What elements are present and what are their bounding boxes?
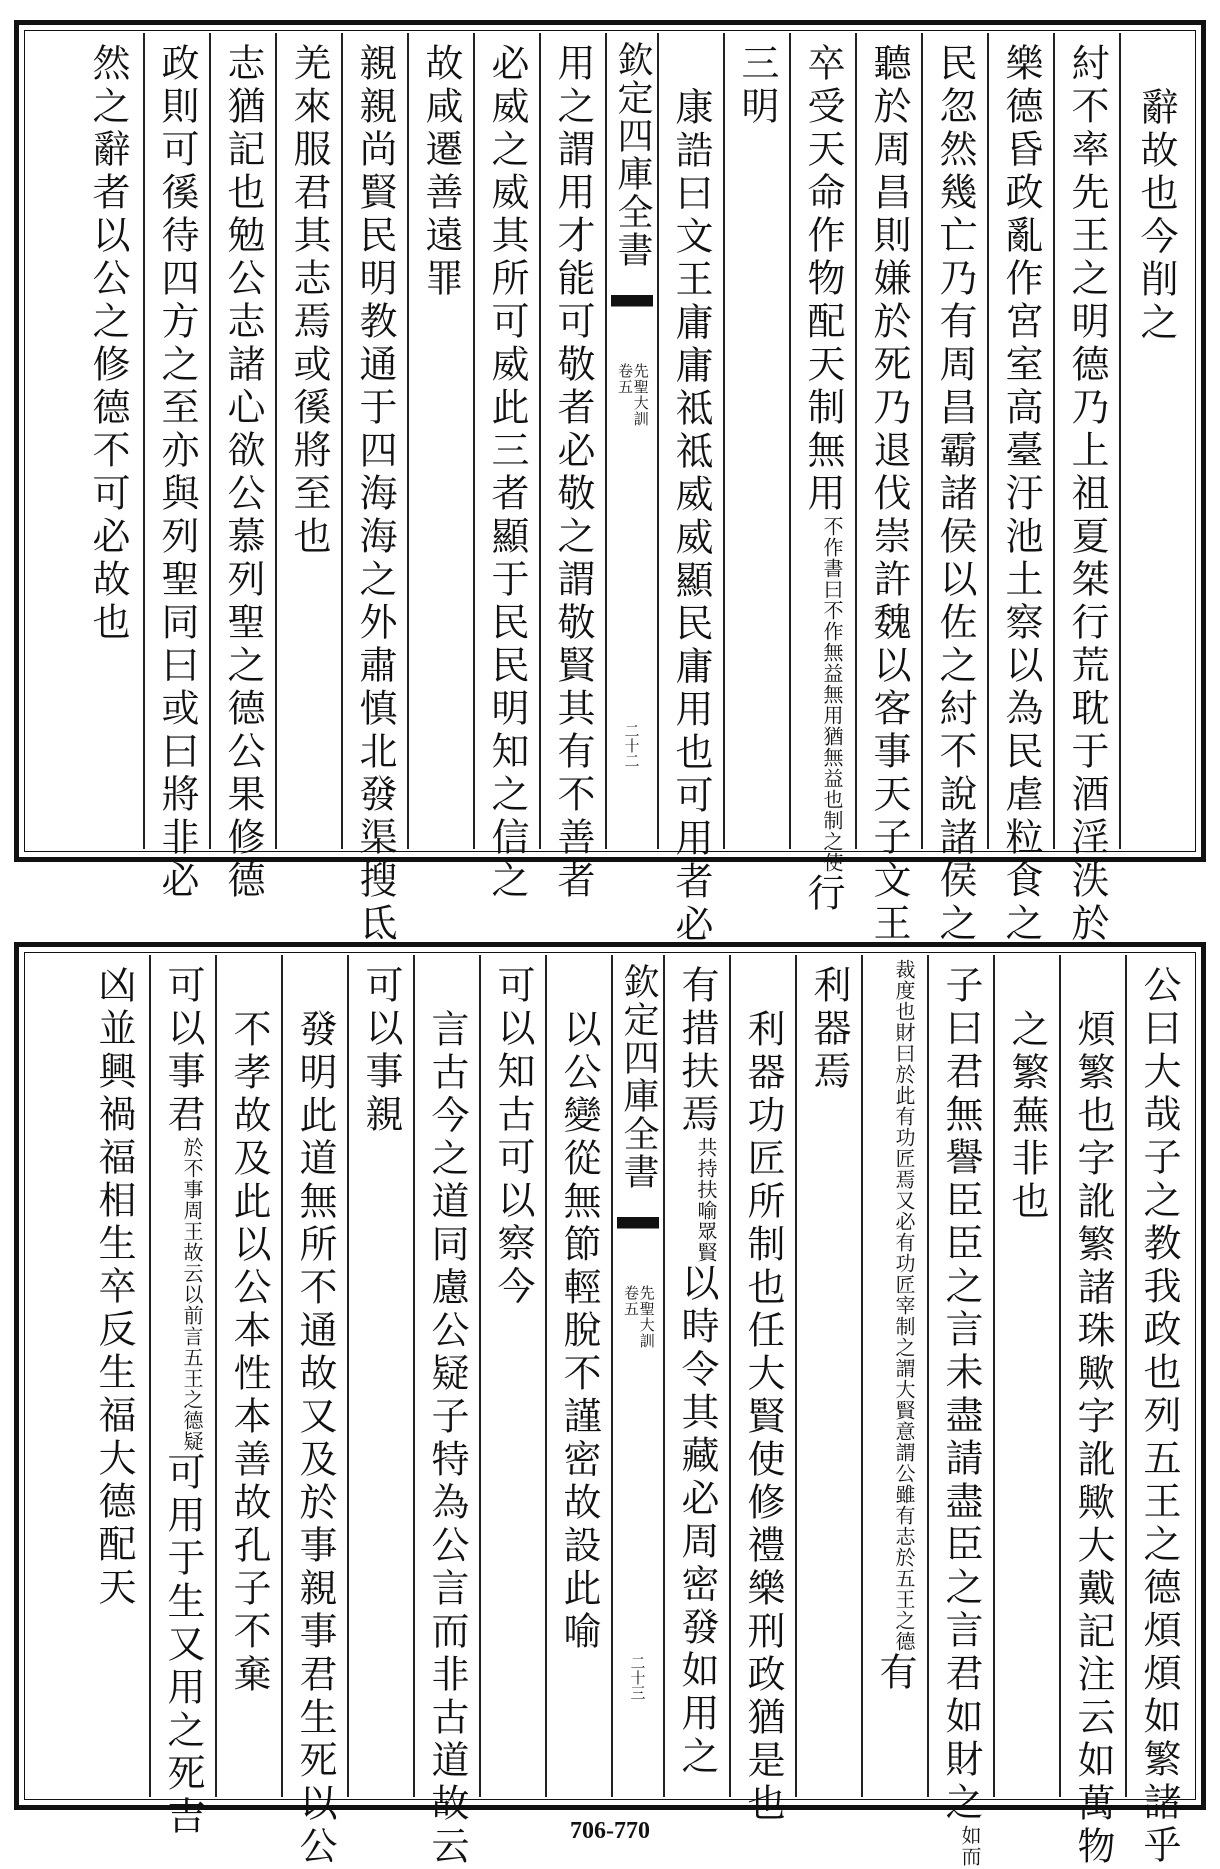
spine-page-number: 二十三 xyxy=(628,1655,647,1700)
column-mixed xyxy=(939,965,983,1867)
text-column xyxy=(723,33,789,849)
column-text: 然之辭者以公之修德不可必故也 xyxy=(86,43,130,645)
text-column xyxy=(987,33,1053,946)
text-column xyxy=(1125,955,1191,1868)
column-mixed xyxy=(161,965,205,1839)
annotation-note xyxy=(694,1137,716,1263)
text-column-with-note xyxy=(149,955,215,1839)
text-column xyxy=(657,33,723,947)
text-column xyxy=(281,955,347,1869)
text-column xyxy=(275,33,341,849)
spine-book-title xyxy=(622,1285,654,1349)
column-text: 利器焉 xyxy=(807,965,851,1094)
fish-tail-mark xyxy=(611,295,653,333)
column-mixed xyxy=(801,43,845,916)
text-column xyxy=(79,955,149,1797)
column-text: 之繁蕪非也 xyxy=(1005,1009,1049,1224)
note-right: 也財曰於此有功匠焉 xyxy=(892,1001,916,1190)
column-text: 不孝故及此以公本性本善故孔子不棄 xyxy=(227,1009,271,1697)
column-text: 公曰大哉子之教我政也列五王之德煩煩如繁諸乎 xyxy=(1137,965,1181,1868)
column-text: 三明 xyxy=(735,43,779,129)
note-left: 裁度 xyxy=(892,959,916,1001)
page-number-footer: 706-770 xyxy=(570,1818,650,1844)
column-text: 子曰君無譽臣臣之言未盡請盡臣之言君如財之 xyxy=(939,965,983,1825)
column-text: 紂不率先王之明德乃上祖夏桀行荒耽于酒淫泆於 xyxy=(1065,43,1109,946)
spine-volume: 卷五 xyxy=(622,1285,640,1317)
column-text: 言古今之道同慮公疑子特為公言而非古道故云 xyxy=(425,1009,469,1869)
column-text: 有措扶焉 xyxy=(675,965,719,1137)
column-tail: 行 xyxy=(801,873,845,916)
text-column xyxy=(209,33,275,903)
column-text: 煩繁也字訛繁諸珠歟字訛歟大戴記注云如萬物 xyxy=(1071,1009,1115,1869)
text-column xyxy=(545,955,611,1797)
column-text: 發明此道無所不通故又及於事親事君生死以公 xyxy=(293,1009,337,1869)
center-spine xyxy=(605,33,657,849)
text-column xyxy=(921,33,987,946)
text-column xyxy=(855,33,921,946)
spine-volume: 卷五 xyxy=(616,363,634,395)
note-left: 於不事周王故云 xyxy=(180,1137,204,1284)
text-column xyxy=(539,33,605,903)
column-text: 用之謂用才能可敬者必敬之謂敬賢其有不善者 xyxy=(551,43,595,903)
annotation-note xyxy=(180,1137,202,1452)
text-column xyxy=(473,33,539,903)
text-column xyxy=(1059,955,1125,1869)
text-column xyxy=(407,33,473,849)
spine-book-name: 先聖大訓 xyxy=(637,1285,656,1349)
column-mixed xyxy=(675,965,719,1779)
text-column xyxy=(993,955,1059,1797)
spine-title: 欽定四庫全書 xyxy=(618,963,659,1191)
column-text: 故咸遷善遠罪 xyxy=(419,43,463,301)
note-right: 意謂公雖有志於五王之德 xyxy=(892,1421,916,1652)
note-left: 不作書曰不作無益 xyxy=(820,516,844,684)
note-right: 無用猶無益也制之使 xyxy=(820,684,844,873)
spine-title: 欽定四庫全書 xyxy=(612,41,653,269)
column-mixed xyxy=(873,959,917,1695)
column-text: 辭故也今削之 xyxy=(1134,87,1178,345)
column-text: 志猶記也勉公志諸心欲公慕列聖之德公果修德 xyxy=(221,43,265,903)
column-text: 政則可徯待四方之至亦與列聖同曰或曰將非必 xyxy=(155,43,199,903)
column-text: 聽於周昌則嫌於死乃退伐崇許魏以客事天子文王 xyxy=(867,43,911,946)
column-tail: 可用于生又用之死吉 xyxy=(161,1452,205,1839)
column-text: 樂德昏政亂作宮室高臺汙池土察以為民虐粒食之 xyxy=(999,43,1043,946)
text-column xyxy=(143,33,209,903)
fish-tail-mark xyxy=(617,1217,659,1255)
column-text: 可以事親 xyxy=(359,965,403,1137)
note-left: 共持扶 xyxy=(694,1137,718,1200)
column-text: 凶並興禍福相生卒反生福大德配天 xyxy=(92,965,136,1610)
note-text: 如而 xyxy=(958,1825,982,1867)
column-text: 卒受天命作物配天制無用 xyxy=(801,43,845,516)
top-page-columns xyxy=(29,33,1191,947)
column-text: 羌來服君其志焉或徯將至也 xyxy=(287,43,331,559)
note-right: 喻眾賢 xyxy=(694,1200,718,1263)
spine-page-number: 二十二 xyxy=(622,723,641,768)
text-column xyxy=(341,33,407,946)
top-page xyxy=(14,20,1206,947)
annotation-note xyxy=(820,516,842,873)
spine-book-name: 先聖大訓 xyxy=(631,363,650,427)
text-column-with-note xyxy=(927,955,993,1867)
text-column xyxy=(1053,33,1119,946)
column-text: 可以知古可以察今 xyxy=(491,965,535,1309)
text-column xyxy=(1119,33,1191,849)
text-column-with-note xyxy=(663,955,729,1797)
text-column xyxy=(479,955,545,1797)
text-column xyxy=(73,33,143,849)
text-column xyxy=(347,955,413,1797)
column-text: 親親尚賢民明教通于四海海之外肅慎北發渠搜氐 xyxy=(353,43,397,946)
column-tail: 有 xyxy=(873,1652,917,1695)
annotation-note xyxy=(892,959,914,1190)
note-column xyxy=(861,955,927,1797)
column-text: 利器功匠所制也任大賢使修禮樂刑政猶是也 xyxy=(741,1009,785,1826)
column-text: 必威之威其所可威此三者顯于民民明知之信之 xyxy=(485,43,529,903)
column-text: 可以事君 xyxy=(161,965,205,1137)
text-column xyxy=(413,955,479,1869)
note-left: 又必有功匠宰制之謂大賢 xyxy=(892,1190,916,1421)
text-column xyxy=(795,955,861,1797)
center-spine xyxy=(611,955,663,1797)
text-column-with-note xyxy=(789,33,855,916)
column-text: 以公變從無節輕脫不謹密故設此喻 xyxy=(557,1009,601,1654)
column-text: 民忽然幾亡乃有周昌霸諸侯以佐之紂不說諸侯之 xyxy=(933,43,977,946)
text-column xyxy=(215,955,281,1797)
text-column xyxy=(729,955,795,1826)
column-text: 康誥曰文王庸庸祗祗威威顯民庸用也可用者必 xyxy=(669,87,713,947)
column-tail: 以時令其藏必周密發如用之 xyxy=(675,1263,719,1779)
spine-book-title xyxy=(616,363,648,427)
note-right: 以前言五王之德疑 xyxy=(180,1284,204,1452)
annotation-note xyxy=(892,1190,914,1652)
